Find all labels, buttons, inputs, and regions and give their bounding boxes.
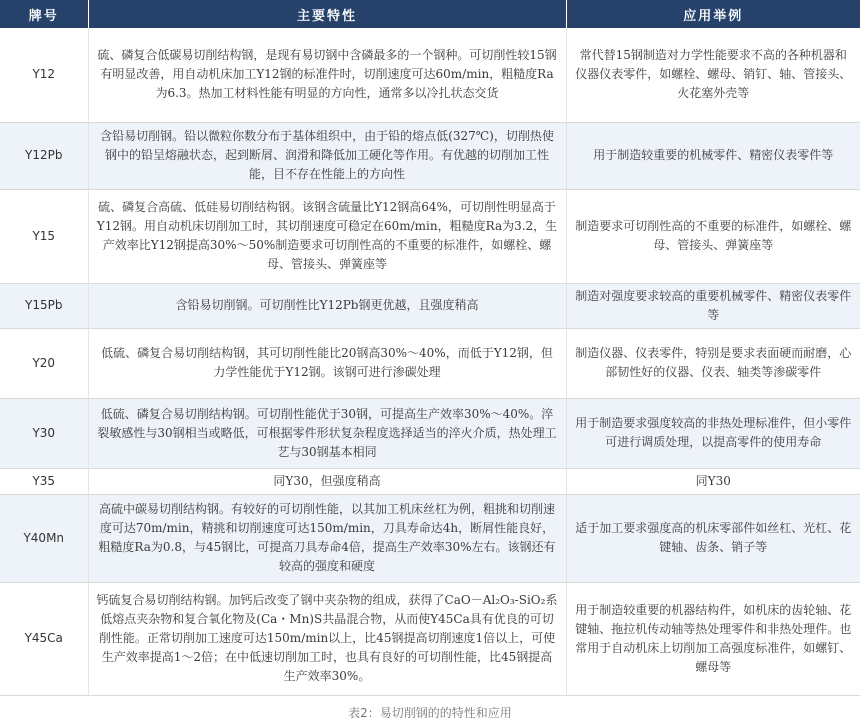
table-row — [0, 189, 860, 283]
grade-cell: Y40Mn — [0, 494, 88, 582]
table-row — [0, 283, 860, 328]
applications-cell: 制造仪器、仪表零件，特别是要求表面硬而耐磨，心部韧性好的仪器、仪表、轴类等渗碳零件 — [566, 328, 860, 398]
grade-cell: Y20 — [0, 328, 88, 398]
table-row — [0, 582, 860, 695]
features-cell: 含铅易切削钢。铅以微粒你数分布于基体组织中，由于铅的熔点低(327℃)，切削热使钢中的铅呈熔融状态，起到断屑、润滑和降低加工硬化等作用。有优越的切削加工性能，目不存在性能上的方向性 — [88, 122, 566, 189]
grade-cell: Y45Ca — [0, 582, 88, 695]
grade-cell: Y12 — [0, 28, 88, 122]
features-cell: 高硫中碳易切削结构钢。有较好的可切削性能，以其加工机床丝杠为例，粗挑和切削速度可达70m/min，精挑和切削速度可达150m/min，刀具寿命达4h，断屑性能良好，粗糙度Ra为0.8，与45钢比，可提高刀具寿命4倍，提高生产效率30%左右。该钢还有较高的强度和硬度 — [88, 494, 566, 582]
table-row — [0, 122, 860, 189]
table-row — [0, 494, 860, 582]
features-cell: 低硫、磷复合易切削结构钢，其可切削性能比20钢高30%～40%，而低于Y12钢，但力学性能优于Y12钢。该钢可进行渗碳处理 — [88, 328, 566, 398]
table-header-row — [0, 0, 860, 28]
features-cell: 硫、磷复合低碳易切削结构钢，是现有易切钢中含磷最多的一个钢种。可切削性较15钢有明显改善，用自动机床加工Y12钢的标准件时，切削速度可达60m/min，粗糙度Ra为6.3。热加工材料性能有明显的方向性，通常多以冷扎状态交货 — [88, 28, 566, 122]
table-row — [0, 328, 860, 398]
features-cell: 低硫、磷复合易切削结构钢。可切削性能优于30钢，可提高生产效率30%～40%。淬裂敏感性与30钢相当或略低，可根据零件形状复杂程度选择适当的淬火介质，热处理工艺与30钢基本相同 — [88, 398, 566, 468]
grade-cell: Y12Pb — [0, 122, 88, 189]
features-cell: 同Y30，但强度稍高 — [88, 468, 566, 494]
grade-cell: Y15 — [0, 189, 88, 283]
applications-cell: 制造对强度要求较高的重要机械零件、精密仪表零件等 — [566, 283, 860, 328]
table-row — [0, 28, 860, 122]
grade-cell: Y35 — [0, 468, 88, 494]
applications-cell: 同Y30 — [566, 468, 860, 494]
applications-cell: 用于制造较重要的机械零件、精密仪表零件等 — [566, 122, 860, 189]
applications-cell: 用于制造较重要的机器结构件，如机床的齿轮轴、花键轴、拖拉机传动轴等热处理零件和非热处理件。也常用于自动机床上切削加工高强度标准件，如螺钉、螺母等 — [566, 582, 860, 695]
table-caption: 表2：易切削钢的的特性和应用 — [348, 706, 512, 720]
applications-cell: 用于制造要求强度较高的非热处理标准件，但小零件可进行调质处理，以提高零件的使用寿命 — [566, 398, 860, 468]
applications-cell: 常代替15钢制造对力学性能要求不高的各种机器和仪器仪表零件，如螺栓、螺母、销钉、轴、管接头、火花塞外壳等 — [566, 28, 860, 122]
grade-cell: Y15Pb — [0, 283, 88, 328]
table-row — [0, 398, 860, 468]
header-grade: 牌号 — [0, 0, 88, 28]
applications-cell: 适于加工要求强度高的机床零部件如丝杠、光杠、花键轴、齿条、销子等 — [566, 494, 860, 582]
grade-cell: Y30 — [0, 398, 88, 468]
features-cell: 含铅易切削钢。可切削性比Y12Pb钢更优越，且强度稍高 — [88, 283, 566, 328]
features-cell: 钙硫复合易切削结构钢。加钙后改变了钢中夹杂物的组成，获得了CaO－Al₂O₃-SiO₂系低熔点夹杂物和复合氧化物及(Ca・Mn)S共晶混合物，从而使Y45Ca具有优良的可切削性能。正常切削加工速度可达150m/min以上，比45钢提高切削速度1倍以上，可使生产效率提高1～2倍；在中低速切削加工时，也具有良好的可切削性能，比45钢提高生产效率30%。 — [88, 582, 566, 695]
applications-cell: 制造要求可切削性高的不重要的标准件，如螺栓、螺母、管接头、弹簧座等 — [566, 189, 860, 283]
table-row — [0, 468, 860, 494]
header-applications: 应用举例 — [566, 0, 860, 28]
header-features: 主要特性 — [88, 0, 566, 28]
features-cell: 硫、磷复合高硫、低硅易切削结构钢。该钢含硫量比Y12钢高64%，可切削性明显高于Y12钢。用自动机床切削加工时，其切削速度可稳定在60m/min，粗糙度Ra为3.2，生产效率比Y12钢提高30%～50%制造要求可切削性高的不重要的标准件，如螺栓、螺母、管接头、弹簧座等 — [88, 189, 566, 283]
